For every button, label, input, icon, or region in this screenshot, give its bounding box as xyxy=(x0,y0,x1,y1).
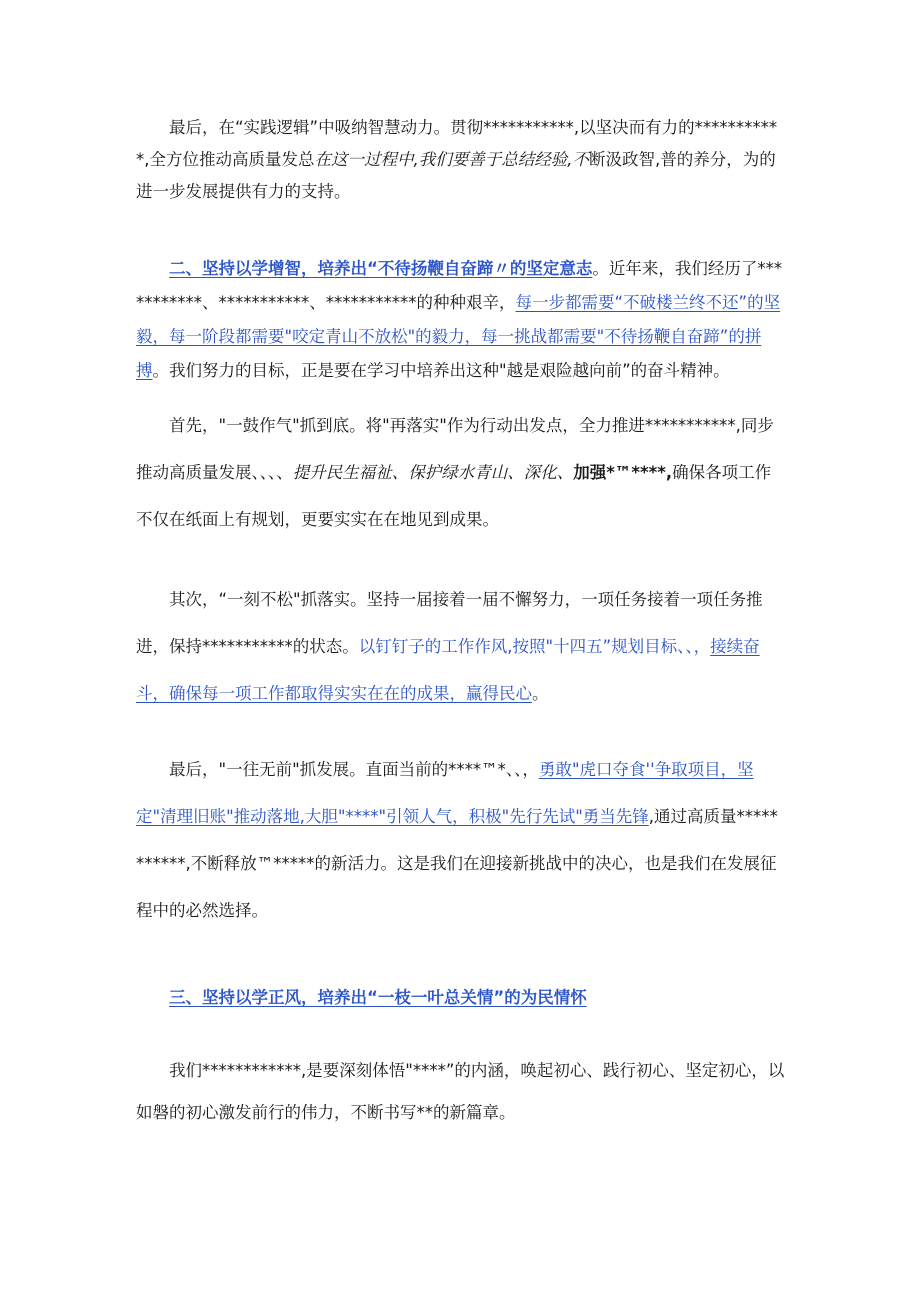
paragraph-text: 确保各项工作不仅在纸面上有规划，更要实实在在地见到成果。 xyxy=(136,463,772,529)
paragraph-text: ,通过高质量***********,不断释放™*****的新活力。这是我们在迎接新挑战中的决心，也是我们在发展征程中的必然选择。 xyxy=(136,807,778,920)
paragraph-text: 。 xyxy=(532,684,549,703)
blue-text: 以钉钉子的工作作风,按照"十四五”规划目标、、， xyxy=(358,637,711,656)
linked-text[interactable]: 接续奋斗，确保每一项工作都取得实实在在的成果，赢得民心 xyxy=(136,637,760,703)
paragraph-first-step xyxy=(136,402,786,543)
paragraph-last-step xyxy=(136,746,786,934)
paragraph-bold-text: 加强*™****, xyxy=(573,463,673,482)
paragraph-italic-text: 在这一过程中,我们要善于总结经验,不 xyxy=(314,150,589,169)
section-heading-three[interactable]: 三、坚持以学正风，培养出“一枝一叶总关情”的为民情怀 xyxy=(169,988,587,1007)
paragraph-practice-logic xyxy=(136,112,786,208)
section-heading-two[interactable]: 二、坚持以学增智，培养出“不待扬鞭自奋蹄〃的坚定意志 xyxy=(169,259,593,278)
paragraph-italic-text: 提升民生福祉、保护绿水青山、深化、 xyxy=(292,463,574,482)
paragraph-second-step xyxy=(136,576,786,717)
section-two-paragraph xyxy=(136,252,786,388)
section-three-heading-paragraph xyxy=(136,982,786,1014)
paragraph-text: 其次，“一刻不松"抓落实。坚持一届接着一届不懈努力，一项任务接着一项任务推进，保持***********的状态。 xyxy=(136,590,763,656)
paragraph-text: 断汲政智,普的养分，为的进一步发展提供有力的支持。 xyxy=(136,150,776,201)
paragraph-text: 。近年来，我们经历了***********、***********、***********的种种艰辛， xyxy=(136,259,783,312)
paragraph-text: 。我们努力的目标，正是要在学习中培养出这种"越是艰险越向前”的奋斗精神。 xyxy=(152,361,730,380)
paragraph-text: 最后，在“实践逻辑”中吸纳智慧动力。贯彻***********,以坚决而有力的***********,全方位推动高质量发总 xyxy=(136,118,778,169)
linked-text[interactable]: 勇敢"虎口夺食''争取项目，坚定"清理旧账"推动落地,大胆"****"引领人气，积极"先行先试"勇当先锋 xyxy=(136,760,754,826)
paragraph-text: 我们************,是要深刻体悟"****”的内涵，唤起初心、践行初心、坚定初心，以如磐的初心激发前行的伟力，不断书写**的新篇章。 xyxy=(136,1061,785,1122)
linked-text[interactable]: 每一步都需要“不破楼兰终不还”的坚毅，每一阶段都需要"咬定青山不放松"的毅力，每一挑战都需要"不待扬鞭自奋蹄”的拼搏 xyxy=(136,293,781,380)
paragraph-text: 首先，"一鼓作气"抓到底。将"再落实"作为行动出发点，全力推进***********,同步推动高质量发展、、、、 xyxy=(136,416,774,482)
paragraph-original-aspiration xyxy=(136,1050,786,1134)
paragraph-text: 最后，"一往无前"抓发展。直面当前的****™*、、， xyxy=(169,760,539,779)
